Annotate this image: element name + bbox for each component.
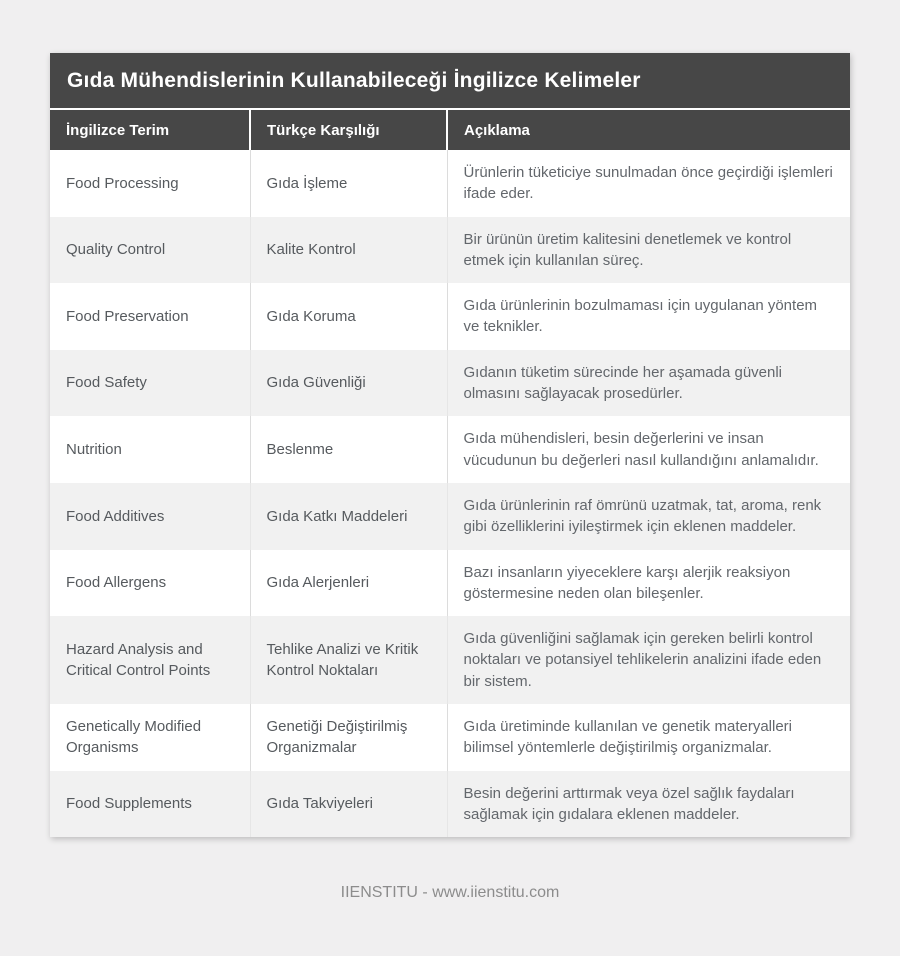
table-row [50,350,850,417]
description-cell: Gıdanın tüketim sürecinde her aşamada güvenli olmasını sağlayacak prosedürler. [447,350,850,417]
column-header-turkish-translation: Türkçe Karşılığı [250,110,447,150]
term-cell: Food Allergens [66,574,167,592]
column-header-english-term: İngilizce Terim [50,110,250,150]
table-row [50,550,850,617]
description-cell: Bazı insanların yiyeceklere karşı alerjik reaksiyon göstermesine neden olan bileşenler. [447,550,850,617]
column-header-description: Açıklama [447,110,850,150]
term-cell: Genetically Modified Organisms [66,718,202,757]
term-cell: Nutrition [66,441,122,459]
translation-cell: Gıda Alerjenleri [250,550,447,617]
table-row [50,217,850,284]
table-body [50,150,850,837]
translation-cell: Genetiği Değiştirilmiş Organizmalar [250,704,447,771]
description-cell: Gıda üretiminde kullanılan ve genetik materyalleri bilimsel yöntemlerle değiştirilmiş organizmalar. [447,704,850,771]
header-row [50,110,850,150]
term-cell: Quality Control [66,241,166,259]
term-cell: Food Supplements [66,795,192,813]
translation-cell: Gıda Güvenliği [250,350,447,417]
term-cell: Food Safety [66,374,147,392]
description-cell: Ürünlerin tüketiciye sunulmadan önce geçirdiği işlemleri ifade eder. [447,150,850,217]
description-cell: Gıda ürünlerinin bozulmaması için uygulanan yöntem ve teknikler. [447,283,850,350]
table-row [50,483,850,550]
translation-cell: Gıda Takviyeleri [250,771,447,838]
translation-cell: Kalite Kontrol [250,217,447,284]
term-cell: Food Processing [66,174,179,192]
table-row [50,616,850,704]
table-row [50,416,850,483]
description-cell: Gıda mühendisleri, besin değerlerini ve insan vücudunun bu değerleri nasıl kullandığını anlamalıdır. [447,416,850,483]
translation-cell: Gıda Koruma [250,283,447,350]
description-cell: Besin değerini arttırmak veya özel sağlık faydaları sağlamak için gıdalara eklenen maddeler. [447,771,850,838]
term-cell: Food Additives [66,507,165,525]
description-cell: Gıda ürünlerinin raf ömrünü uzatmak, tat, aroma, renk gibi özelliklerini iyileştirmek için eklenen maddeler. [447,483,850,550]
description-cell: Gıda güvenliğini sağlamak için gereken belirli kontrol noktaları ve potansiyel tehlikelerin analizini ifade eden bir sistem. [447,616,850,704]
table-row [50,150,850,217]
description-cell: Bir ürünün üretim kalitesini denetlemek ve kontrol etmek için kullanılan süreç. [447,217,850,284]
footer-credit: IIENSTITU - www.iienstitu.com [340,884,560,901]
translation-cell: Tehlike Analizi ve Kritik Kontrol Noktaları [250,616,447,704]
term-cell: Food Preservation [66,307,189,325]
translation-cell: Gıda Katkı Maddeleri [250,483,447,550]
page-title: Gıda Mühendislerinin Kullanabileceği İngilizce Kelimeler [50,53,850,110]
translation-cell: Gıda İşleme [250,150,447,217]
table-row [50,771,850,838]
term-cell: Hazard Analysis and Critical Control Points [66,640,211,680]
vocabulary-table [50,110,850,837]
table-header [50,110,850,150]
table-row [50,283,850,350]
table-row [50,704,850,771]
translation-cell: Beslenme [250,416,447,483]
vocabulary-card [50,53,850,837]
